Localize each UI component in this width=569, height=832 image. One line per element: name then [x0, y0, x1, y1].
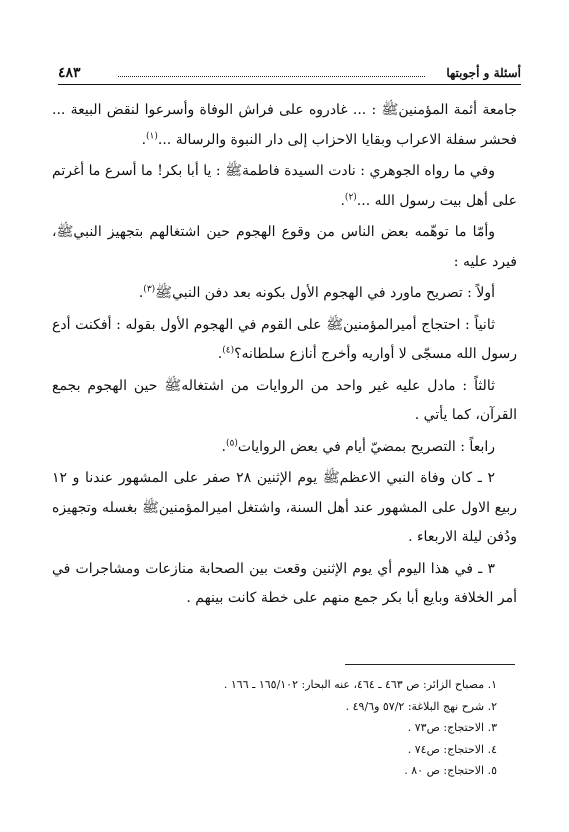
- footnote-ref: (٣): [143, 284, 156, 295]
- paragraph-8: ٢ ـ كان وفاة النبي الاعظمﷺ يوم الإثنين ٢٨ صفر على المشهور عندنا و ١٢ ربيع الاول على المشهور عند أهل السنة، واشتغل اميرالمؤمنينﷺ بغسله وتجهيزه ودُفن ليلة الاربعاء .: [52, 470, 517, 545]
- footnote-ref: (٤): [222, 345, 235, 356]
- running-header: [58, 60, 521, 85]
- paragraph-7: رابعاً : التصريح بمضيّ أيام في بعض الروايات$^{(٥)}$.: [221, 437, 495, 455]
- footnote-ref: (٢): [344, 191, 357, 202]
- footnote-3: ٣. الاحتجاج: ص٧٣ .: [407, 721, 497, 734]
- footnote-2: ٢. شرح نهج البلاغة: ٥٧/٢ و٤٩/٦ .: [345, 699, 497, 713]
- page-number: ٤٨٣: [58, 65, 81, 81]
- footnotes: [52, 674, 497, 782]
- paragraph-4: أولاً : تصريح ماورد في الهجوم الأول بكونه بعد دفن النبيﷺ$^{(٣)}$.: [138, 284, 495, 301]
- footnote-ref: (١): [146, 130, 158, 141]
- header-dot-leader: [118, 76, 425, 77]
- main-text: [52, 96, 517, 616]
- paragraph-5: ثانياً : احتجاج أميرالمؤمنينﷺ على القوم في الهجوم الأول بقوله : أفكنت أدع رسول الله مسجّى لا أواريه وأخرج أنازع سلطانه؟$^{(٤)}$.: [52, 316, 517, 362]
- footnote-separator: [345, 664, 515, 665]
- paragraph-3: وأمّا ما توهّمه بعض الناس من وقوع الهجوم حين اشتغالهم بتجهيز النبيﷺ، فيرد عليه :: [52, 224, 517, 270]
- running-title: أسئلة و أجوبتها: [446, 66, 521, 80]
- paragraph-1: جامعة أئمة المؤمنينﷺ : ... غادروه على فراش الوفاة وأسرعوا لنقض البيعة ... فحشر سفلة الاعراب وبقايا الاحزاب إلى دار النبوة والرسالة ...$^{(١)}$.: [52, 102, 517, 148]
- paragraph-9: ٣ ـ في هذا اليوم أي يوم الإثنين وقعت بين الصحابة منازعات ومشاجرات في أمر الخلافة وبايع أبا بكر جمع منهم على خطة كانت بينهم .: [52, 560, 517, 606]
- footnote-ref: (٥): [225, 437, 238, 448]
- footnote-1: ١. مصباح الزائر: ص ٤٦٣ ـ ٤٦٤، عنه البحار: ١٦٥/١٠٢ ـ ١٦٦ .: [223, 678, 497, 691]
- footnote-5: ٥. الاحتجاج: ص ٨٠ .: [404, 764, 497, 777]
- footnote-4: ٤. الاحتجاج: ص٧٤ .: [407, 742, 497, 756]
- paragraph-2: وفي ما رواه الجوهري : نادت السيدة فاطمةﷺ : يا أبا بكر! ما أسرع ما أغرتم على أهل بيت رسول الله ...$^{(٢)}$.: [52, 163, 517, 209]
- paragraph-6: ثالثاً : مادل عليه غير واحد من الروايات من اشتغالهﷺ حين الهجوم بجمع القرآن، كما يأتي .: [52, 377, 517, 423]
